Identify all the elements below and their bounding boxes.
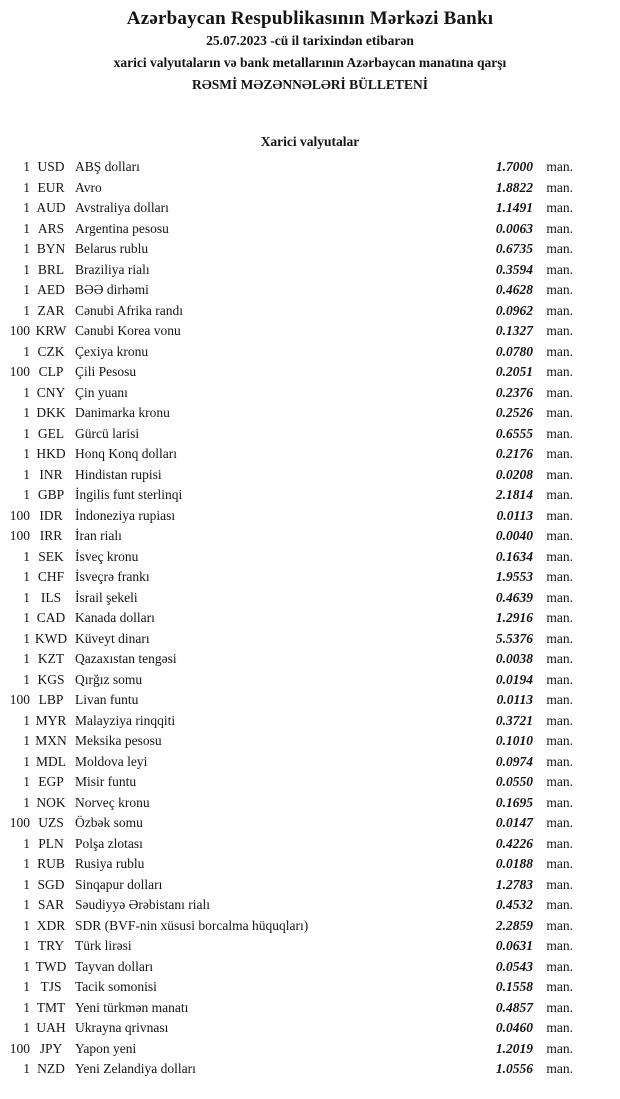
currency-rate: 0.0040 — [495, 528, 533, 544]
currency-quantity: 1 — [23, 487, 30, 503]
currency-row — [0, 731, 620, 752]
currency-unit: man. — [546, 671, 573, 687]
currency-row — [0, 895, 620, 916]
currency-quantity: 100 — [9, 323, 30, 339]
currency-row — [0, 711, 620, 732]
currency-code: NOK — [36, 794, 66, 810]
currency-name: İndoneziya rupiası — [75, 507, 176, 523]
currency-quantity: 1 — [23, 671, 30, 687]
currency-name: Səudiyyə Ərəbistanı rialı — [75, 897, 210, 913]
currency-rate: 0.4532 — [495, 897, 533, 913]
currency-quantity: 1 — [23, 958, 30, 974]
currency-row — [0, 1018, 620, 1039]
currency-rate: 0.0188 — [495, 856, 533, 872]
currency-name: Misir funtu — [75, 774, 137, 790]
currency-name: Yapon yeni — [75, 1040, 137, 1056]
currency-unit: man. — [546, 261, 573, 277]
currency-name: ABŞ dolları — [75, 159, 140, 175]
currency-unit: man. — [546, 159, 573, 175]
currency-code: SAR — [37, 897, 65, 913]
currency-rate: 1.7000 — [495, 159, 533, 175]
currency-row — [0, 998, 620, 1019]
currency-rate: 0.1695 — [495, 794, 533, 810]
currency-unit: man. — [546, 364, 573, 380]
currency-quantity: 1 — [23, 1020, 30, 1036]
currency-code: BRL — [37, 261, 65, 277]
currency-name: İngilis funt sterlinqi — [75, 487, 183, 503]
currency-quantity: 1 — [23, 753, 30, 769]
currency-quantity: 1 — [23, 999, 30, 1015]
currency-unit: man. — [546, 753, 573, 769]
currency-unit: man. — [546, 610, 573, 626]
currency-code: MXN — [35, 733, 67, 749]
currency-row — [0, 362, 620, 383]
currency-rate: 1.2916 — [495, 610, 533, 626]
currency-quantity: 1 — [23, 938, 30, 954]
currency-code: TWD — [35, 958, 67, 974]
currency-rate: 0.1634 — [495, 548, 533, 564]
currency-code: IRR — [39, 528, 63, 544]
currency-row — [0, 834, 620, 855]
currency-name: Çin yuanı — [75, 384, 128, 400]
currency-code: GBP — [37, 487, 65, 503]
currency-code: CAD — [36, 610, 66, 626]
currency-unit: man. — [546, 733, 573, 749]
currency-unit: man. — [546, 507, 573, 523]
currency-rate: 0.2526 — [495, 405, 533, 421]
currency-row — [0, 219, 620, 240]
currency-unit: man. — [546, 979, 573, 995]
currency-row — [0, 854, 620, 875]
currency-rate: 0.2376 — [495, 384, 533, 400]
currency-name: Livan funtu — [75, 692, 139, 708]
currency-quantity: 1 — [23, 405, 30, 421]
currency-rate: 0.0113 — [496, 692, 533, 708]
currency-unit: man. — [546, 425, 573, 441]
currency-quantity: 1 — [23, 876, 30, 892]
currency-row — [0, 1059, 620, 1080]
currency-code: ZAR — [37, 302, 65, 318]
currency-name: Moldova leyi — [75, 753, 148, 769]
currency-quantity: 1 — [23, 466, 30, 482]
currency-name: Ukrayna qrivnası — [75, 1020, 169, 1036]
currency-quantity: 100 — [9, 815, 30, 831]
currency-quantity: 1 — [23, 733, 30, 749]
currency-name: BƏƏ dirhəmi — [75, 282, 149, 298]
currency-row — [0, 670, 620, 691]
currency-row — [0, 178, 620, 199]
currency-code: BYN — [36, 241, 66, 257]
currency-name: Qırğız somu — [75, 671, 143, 687]
currency-code: KGS — [37, 671, 65, 687]
currency-row — [0, 1039, 620, 1060]
currency-row — [0, 239, 620, 260]
currency-rate: 0.0113 — [496, 507, 533, 523]
currency-code: UZS — [38, 815, 64, 831]
currency-rate: 0.0631 — [495, 938, 533, 954]
currency-unit: man. — [546, 815, 573, 831]
currency-quantity: 1 — [23, 200, 30, 216]
effective-date-line: 25.07.2023 -cü il tarixindən etibarən — [206, 33, 414, 48]
currency-unit: man. — [546, 876, 573, 892]
currency-quantity: 1 — [23, 835, 30, 851]
currency-name: Yeni Zelandiya dolları — [75, 1061, 196, 1077]
currency-name: Rusiya rublu — [75, 856, 145, 872]
currency-unit: man. — [546, 774, 573, 790]
bulletin-title: RƏSMİ MƏZƏNNƏLƏRİ BÜLLETENİ — [192, 77, 428, 92]
currency-quantity: 1 — [23, 261, 30, 277]
currency-name: Avro — [75, 179, 102, 195]
currency-row — [0, 424, 620, 445]
currency-rate: 0.0147 — [495, 815, 533, 831]
currency-quantity: 1 — [23, 446, 30, 462]
currency-name: Qazaxıstan tengəsi — [75, 651, 177, 667]
currency-unit: man. — [546, 548, 573, 564]
currency-rate: 0.4226 — [495, 835, 533, 851]
currency-unit: man. — [546, 897, 573, 913]
currency-unit: man. — [546, 938, 573, 954]
currency-row — [0, 547, 620, 568]
currency-unit: man. — [546, 835, 573, 851]
currency-name: İsveçrə frankı — [75, 569, 150, 585]
currency-rate: 0.6555 — [495, 425, 533, 441]
currency-rate: 1.1491 — [495, 200, 533, 216]
currency-code: EGP — [38, 774, 64, 790]
currency-quantity: 1 — [23, 282, 30, 298]
currency-name: Çili Pesosu — [75, 364, 137, 380]
currency-rate: 0.0550 — [495, 774, 533, 790]
currency-rate: 1.9553 — [495, 569, 533, 585]
currency-name: Argentina pesosu — [75, 220, 169, 236]
currency-unit: man. — [546, 999, 573, 1015]
currency-unit: man. — [546, 466, 573, 482]
currency-unit: man. — [546, 1040, 573, 1056]
currency-quantity: 1 — [23, 979, 30, 995]
currency-code: KRW — [35, 323, 67, 339]
currency-quantity: 1 — [23, 651, 30, 667]
currency-rate: 0.0543 — [495, 958, 533, 974]
currency-row — [0, 793, 620, 814]
currency-row — [0, 752, 620, 773]
currency-name: İsveç kronu — [75, 548, 139, 564]
currency-unit: man. — [546, 856, 573, 872]
currency-rate: 0.4639 — [495, 589, 533, 605]
currency-unit: man. — [546, 528, 573, 544]
currency-name: Yeni türkmən manatı — [75, 999, 189, 1015]
currency-rate: 0.0460 — [495, 1020, 533, 1036]
currency-code: PLN — [38, 835, 64, 851]
currency-row — [0, 383, 620, 404]
currency-name: Malayziya rinqqiti — [75, 712, 176, 728]
currency-quantity: 1 — [23, 384, 30, 400]
currency-name: Gürcü larisi — [75, 425, 140, 441]
currency-row — [0, 526, 620, 547]
currency-code: TMT — [36, 999, 66, 1015]
currency-rate: 0.0038 — [495, 651, 533, 667]
currency-code: TJS — [40, 979, 62, 995]
currency-quantity: 100 — [9, 528, 30, 544]
currency-rate: 0.0962 — [495, 302, 533, 318]
currency-code: USD — [37, 159, 65, 175]
currency-code: ARS — [37, 220, 65, 236]
currency-unit: man. — [546, 446, 573, 462]
currency-name: Braziliya rialı — [75, 261, 150, 277]
currency-name: İsrail şekeli — [75, 589, 138, 605]
currency-code: KWD — [34, 630, 68, 646]
currency-row — [0, 813, 620, 834]
currency-unit: man. — [546, 794, 573, 810]
currency-name: Küveyt dinarı — [75, 630, 150, 646]
currency-unit: man. — [546, 917, 573, 933]
currency-unit: man. — [546, 569, 573, 585]
currency-row — [0, 772, 620, 793]
currency-quantity: 1 — [23, 794, 30, 810]
currency-quantity: 1 — [23, 343, 30, 359]
currency-code: ILS — [40, 589, 62, 605]
currency-quantity: 1 — [23, 179, 30, 195]
currency-rate: 2.2859 — [495, 917, 533, 933]
currency-name: Cənubi Afrika randı — [75, 302, 183, 318]
currency-unit: man. — [546, 958, 573, 974]
currency-unit: man. — [546, 712, 573, 728]
currency-code: INR — [39, 466, 63, 482]
currency-row — [0, 280, 620, 301]
currency-code: MDL — [36, 753, 66, 769]
currency-name: Türk lirəsi — [75, 938, 132, 954]
currency-quantity: 1 — [23, 856, 30, 872]
currency-rate: 1.8822 — [495, 179, 533, 195]
currency-code: SGD — [37, 876, 65, 892]
currency-rate: 2.1814 — [495, 487, 533, 503]
document-header — [0, 8, 620, 96]
currency-unit: man. — [546, 282, 573, 298]
currency-rate: 0.2176 — [495, 446, 533, 462]
currency-quantity: 100 — [9, 1040, 30, 1056]
currency-row — [0, 444, 620, 465]
currency-row — [0, 567, 620, 588]
currency-name: Tayvan dolları — [75, 958, 154, 974]
currency-unit: man. — [546, 1061, 573, 1077]
currency-row — [0, 403, 620, 424]
currency-rate: 1.0556 — [495, 1061, 533, 1077]
currency-rate: 0.0780 — [495, 343, 533, 359]
currency-code: AED — [37, 282, 65, 298]
currency-rate: 0.0974 — [495, 753, 533, 769]
currency-row — [0, 875, 620, 896]
currency-unit: man. — [546, 323, 573, 339]
currency-quantity: 1 — [23, 589, 30, 605]
currency-rate: 0.0063 — [495, 220, 533, 236]
currency-rate: 0.4857 — [495, 999, 533, 1015]
currency-unit: man. — [546, 589, 573, 605]
currency-rate: 0.0194 — [495, 671, 533, 687]
currency-unit: man. — [546, 302, 573, 318]
currency-row — [0, 485, 620, 506]
currency-row — [0, 301, 620, 322]
currency-code: DKK — [36, 405, 66, 421]
currency-name: Avstraliya dolları — [75, 200, 169, 216]
currency-unit: man. — [546, 384, 573, 400]
currency-row — [0, 916, 620, 937]
currency-unit: man. — [546, 1020, 573, 1036]
section-title-foreign-currencies: Xarici valyutalar — [260, 134, 360, 149]
currency-row — [0, 506, 620, 527]
currency-row — [0, 936, 620, 957]
currency-quantity: 1 — [23, 425, 30, 441]
currency-code: CNY — [36, 384, 66, 400]
currency-rate: 0.3721 — [495, 712, 533, 728]
currency-code: SEK — [38, 548, 64, 564]
currency-row — [0, 465, 620, 486]
currency-quantity: 1 — [23, 610, 30, 626]
currency-quantity: 1 — [23, 1061, 30, 1077]
currency-code: CZK — [37, 343, 65, 359]
currency-rate: 0.1010 — [495, 733, 533, 749]
currency-name: Sinqapur dolları — [75, 876, 163, 892]
currency-quantity: 1 — [23, 630, 30, 646]
currency-rate: 0.4628 — [495, 282, 533, 298]
currency-name: Tacik somonisi — [75, 979, 157, 995]
currency-unit: man. — [546, 630, 573, 646]
subject-line: xarici valyutaların və bank metallarının Azərbaycan manatına qarşı — [113, 55, 507, 70]
currency-rate: 1.2783 — [495, 876, 533, 892]
currency-code: KZT — [37, 651, 65, 667]
currency-name: İran rialı — [75, 528, 122, 544]
currency-rate: 0.2051 — [495, 364, 533, 380]
currency-name: Belarus rublu — [75, 241, 149, 257]
currency-code: XDR — [36, 917, 66, 933]
currency-rate: 5.5376 — [495, 630, 533, 646]
currency-quantity: 1 — [23, 897, 30, 913]
currency-name: Danimarka kronu — [75, 405, 170, 421]
currency-unit: man. — [546, 200, 573, 216]
currency-rate: 0.3594 — [495, 261, 533, 277]
currency-quantity: 1 — [23, 548, 30, 564]
currency-name: Hindistan rupisi — [75, 466, 162, 482]
currency-row — [0, 629, 620, 650]
currency-code: MYR — [35, 712, 67, 728]
currency-rate-table — [0, 157, 620, 1080]
currency-row — [0, 321, 620, 342]
currency-quantity: 1 — [23, 241, 30, 257]
currency-unit: man. — [546, 220, 573, 236]
currency-row — [0, 690, 620, 711]
bank-title: Azərbaycan Respublikasının Mərkəzi Bankı — [126, 8, 494, 29]
currency-rate: 0.0208 — [495, 466, 533, 482]
currency-code: GEL — [37, 425, 65, 441]
currency-unit: man. — [546, 179, 573, 195]
currency-code: TRY — [37, 938, 65, 954]
currency-code: RUB — [37, 856, 65, 872]
currency-name: Honq Konq dolları — [75, 446, 177, 462]
currency-quantity: 100 — [9, 692, 30, 708]
currency-quantity: 100 — [9, 507, 30, 523]
currency-quantity: 1 — [23, 159, 30, 175]
currency-unit: man. — [546, 651, 573, 667]
currency-name: Polşa zlotası — [75, 835, 143, 851]
currency-code: IDR — [39, 507, 63, 523]
currency-row — [0, 649, 620, 670]
currency-row — [0, 977, 620, 998]
currency-code: HKD — [36, 446, 66, 462]
currency-code: AUD — [36, 200, 66, 216]
currency-quantity: 1 — [23, 774, 30, 790]
currency-code: NZD — [37, 1061, 65, 1077]
currency-code: UAH — [36, 1020, 66, 1036]
currency-code: CHF — [37, 569, 65, 585]
currency-unit: man. — [546, 487, 573, 503]
currency-quantity: 1 — [23, 712, 30, 728]
currency-code: EUR — [37, 179, 65, 195]
currency-quantity: 1 — [23, 569, 30, 585]
currency-unit: man. — [546, 343, 573, 359]
currency-unit: man. — [546, 241, 573, 257]
currency-row — [0, 198, 620, 219]
currency-rate: 0.1558 — [495, 979, 533, 995]
currency-quantity: 1 — [23, 302, 30, 318]
currency-rate: 0.6735 — [495, 241, 533, 257]
currency-row — [0, 608, 620, 629]
currency-quantity: 1 — [23, 220, 30, 236]
currency-row — [0, 588, 620, 609]
currency-rate: 1.2019 — [495, 1040, 533, 1056]
currency-row — [0, 260, 620, 281]
currency-name: Çexiya kronu — [75, 343, 149, 359]
currency-row — [0, 957, 620, 978]
currency-name: Cənubi Korea vonu — [75, 323, 181, 339]
currency-name: Meksika pesosu — [75, 733, 162, 749]
currency-name: Özbək somu — [75, 815, 143, 831]
currency-row — [0, 157, 620, 178]
currency-quantity: 100 — [9, 364, 30, 380]
currency-unit: man. — [546, 405, 573, 421]
currency-quantity: 1 — [23, 917, 30, 933]
currency-code: JPY — [39, 1040, 63, 1056]
currency-code: LBP — [38, 692, 64, 708]
currency-rate: 0.1327 — [495, 323, 533, 339]
currency-name: Kanada dolları — [75, 610, 155, 626]
currency-row — [0, 342, 620, 363]
currency-name: Norveç kronu — [75, 794, 150, 810]
currency-unit: man. — [546, 692, 573, 708]
currency-name: SDR (BVF-nin xüsusi borcalma hüquqları) — [75, 917, 309, 933]
currency-code: CLP — [38, 364, 64, 380]
